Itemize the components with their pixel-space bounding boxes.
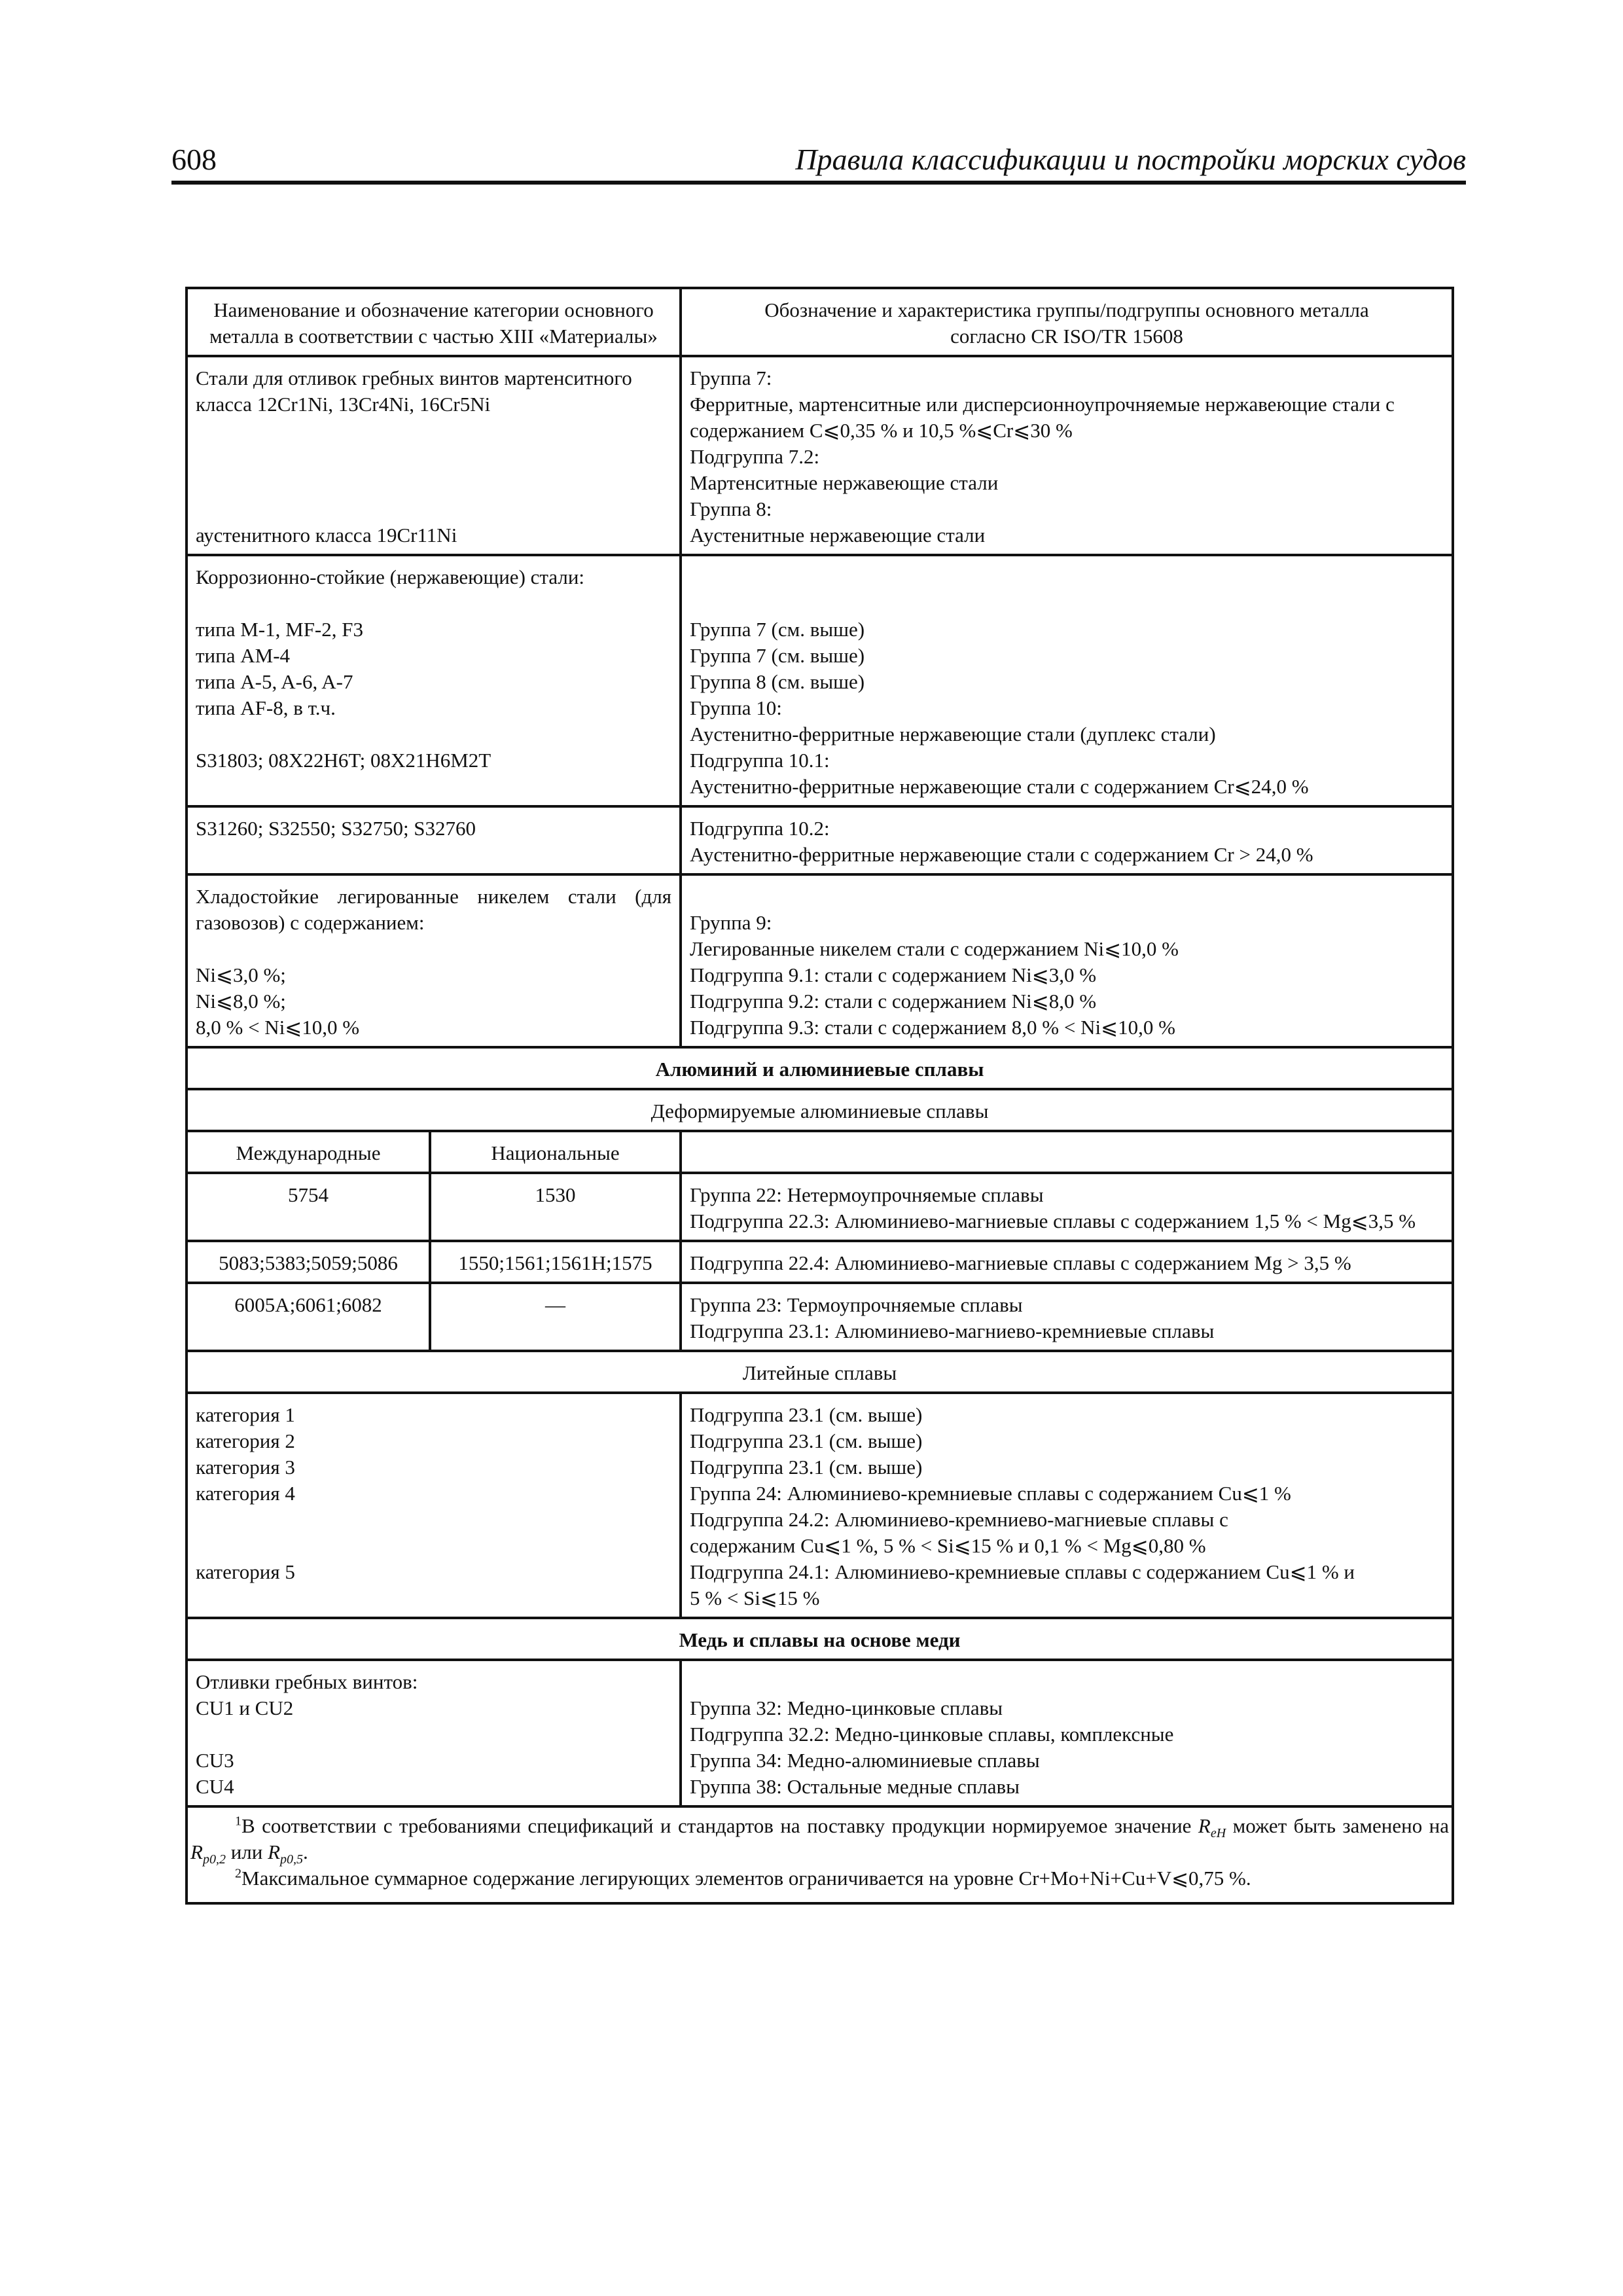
copper-left-cell: Отливки гребных винтов: CU1 и CU2 CU3 CU4 (187, 1660, 681, 1806)
page-header (171, 140, 1466, 185)
page-number: 608 (171, 143, 217, 176)
table-row (187, 1283, 1453, 1351)
section-title-copper: Медь и сплавы на основе меди (187, 1618, 1453, 1660)
footnotes-row (187, 1806, 1453, 1903)
col-international: Международные (187, 1131, 430, 1173)
section-title-aluminium: Алюминий и алюминиевые сплавы (187, 1047, 1453, 1089)
header-cell-left: Наименование и обозначение категории основного металла в соответствии с частью XIII «Материалы» (187, 288, 681, 356)
row-duplex-right: Подгруппа 10.2: Аустенитно-ферритные нержавеющие стали с содержанием Cr > 24,0 % (681, 806, 1453, 874)
table-row (187, 1393, 1453, 1618)
table-row (187, 555, 1453, 806)
al-nat-cell: 1530 (430, 1173, 681, 1241)
subsection-title-wrought: Деформируемые алюминиевые сплавы (187, 1089, 1453, 1131)
cast-categories-cell: категория 1 категория 2 категория 3 категория 4 категория 5 (187, 1393, 681, 1618)
materials-table (185, 287, 1454, 1905)
footnotes-cell (187, 1806, 1453, 1903)
section-row-copper (187, 1618, 1453, 1660)
al-nat-cell: 1550;1561;1561H;1575 (430, 1241, 681, 1283)
table-row (187, 1173, 1453, 1241)
table-row (187, 806, 1453, 874)
row-stainless-left: Коррозионно-стойкие (нержавеющие) стали: типа M-1, MF-2, F3 типа AM-4 типа A-5, A-6, A-7 типа AF-8, в т.ч. S31803; 08X22H6T; 08X21H6M2T (187, 555, 681, 806)
al-intl-cell: 5754 (187, 1173, 430, 1241)
subsection-row-cast (187, 1351, 1453, 1393)
row-propeller-steels-right: Группа 7: Ферритные, мартенситные или дисперсионноупрочняемые нержавеющие стали с содержанием C⩽0,35 % и 10,5 %⩽Cr⩽30 % Подгруппа 7.2: Мартенситные нержавеющие стали Группа 8: Аустенитные нержавеющие стали (681, 356, 1453, 555)
al-intl-cell: 6005A;6061;6082 (187, 1283, 430, 1351)
table-row (187, 1241, 1453, 1283)
row-stainless-right: Группа 7 (см. выше) Группа 7 (см. выше) Группа 8 (см. выше) Группа 10: Аустенитно-ферритные нержавеющие стали (дуплекс стали) Подгруппа 10.1: Аустенитно-ферритные нержавеющие стали с содержанием Cr⩽24,0 % (681, 555, 1453, 806)
col-empty (681, 1131, 1453, 1173)
row-nickel-right: Группа 9: Легированные никелем стали с содержанием Ni⩽10,0 % Подгруппа 9.1: стали с содержанием Ni⩽3,0 % Подгруппа 9.2: стали с содержанием Ni⩽8,0 % Подгруппа 9.3: стали с содержанием 8,0 % < Ni⩽10,0 % (681, 874, 1453, 1047)
al-column-header-row (187, 1131, 1453, 1173)
footnote-1: $^1$В соответствии с требованиями спецификаций и стандартов на поставку продукции нормируемое значение $R_{eH}$ может быть заменено на $R_{p0,2}$ или $R_{p0,5}$. (190, 1814, 1449, 1867)
header-cell-right: Обозначение и характеристика группы/подгруппы основного металла согласно CR ISO/TR 15608 (681, 288, 1453, 356)
row-propeller-steels-left: Стали для отливок гребных винтов мартенситного класса 12Cr1Ni, 13Cr4Ni, 16Cr5Ni аустенитного класса 19Cr11Ni (187, 356, 681, 555)
section-row-aluminium (187, 1047, 1453, 1089)
row-nickel-left: Хладостойкие легированные никелем стали (для газовозов) с содержанием: Ni⩽3,0 %; Ni⩽8,0 %; 8,0 % < Ni⩽10,0 % (187, 874, 681, 1047)
al-nat-cell: — (430, 1283, 681, 1351)
col-national: Национальные (430, 1131, 681, 1173)
al-group-cell: Группа 22: Нетермоупрочняемые сплавы Подгруппа 22.3: Алюминиево-магниевые сплавы с содержанием 1,5 % < Mg⩽3,5 % (681, 1173, 1453, 1241)
subsection-row-wrought (187, 1089, 1453, 1131)
subsection-title-cast: Литейные сплавы (187, 1351, 1453, 1393)
table-row (187, 874, 1453, 1047)
row-duplex-left: S31260; S32550; S32750; S32760 (187, 806, 681, 874)
al-intl-cell: 5083;5383;5059;5086 (187, 1241, 430, 1283)
al-group-cell: Группа 23: Термоупрочняемые сплавы Подгруппа 23.1: Алюминиево-магниево-кремниевые сплавы (681, 1283, 1453, 1351)
copper-right-cell: Группа 32: Медно-цинковые сплавы Подгруппа 32.2: Медно-цинковые сплавы, комплексные Группа 34: Медно-алюминиевые сплавы Группа 38: Остальные медные сплавы (681, 1660, 1453, 1806)
cast-groups-cell: Подгруппа 23.1 (см. выше) Подгруппа 23.1 (см. выше) Подгруппа 23.1 (см. выше) Группа 24: Алюминиево-кремниевые сплавы с содержанием Cu⩽1 % Подгруппа 24.2: Алюминиево-кремниево-магниевые сплавы с содержаним Cu⩽1 %, 5 % < Si⩽15 % и 0,1 % < Mg⩽0,80 % Подгруппа 24.1: Алюминиево-кремниевые сплавы с содержанием Cu⩽1 % и 5 % < Si⩽15 % (681, 1393, 1453, 1618)
table-row (187, 356, 1453, 555)
running-title: Правила классификации и постройки морских судов (795, 143, 1466, 176)
table-row (187, 1660, 1453, 1806)
al-group-cell: Подгруппа 22.4: Алюминиево-магниевые сплавы с содержанием Mg > 3,5 % (681, 1241, 1453, 1283)
table-header-row (187, 288, 1453, 356)
footnote-2: $^2$Максимальное суммарное содержание легирующих элементов ограничивается на уровне Cr+Mo+Ni+Cu+V⩽0,75 %. (235, 1866, 1251, 1890)
